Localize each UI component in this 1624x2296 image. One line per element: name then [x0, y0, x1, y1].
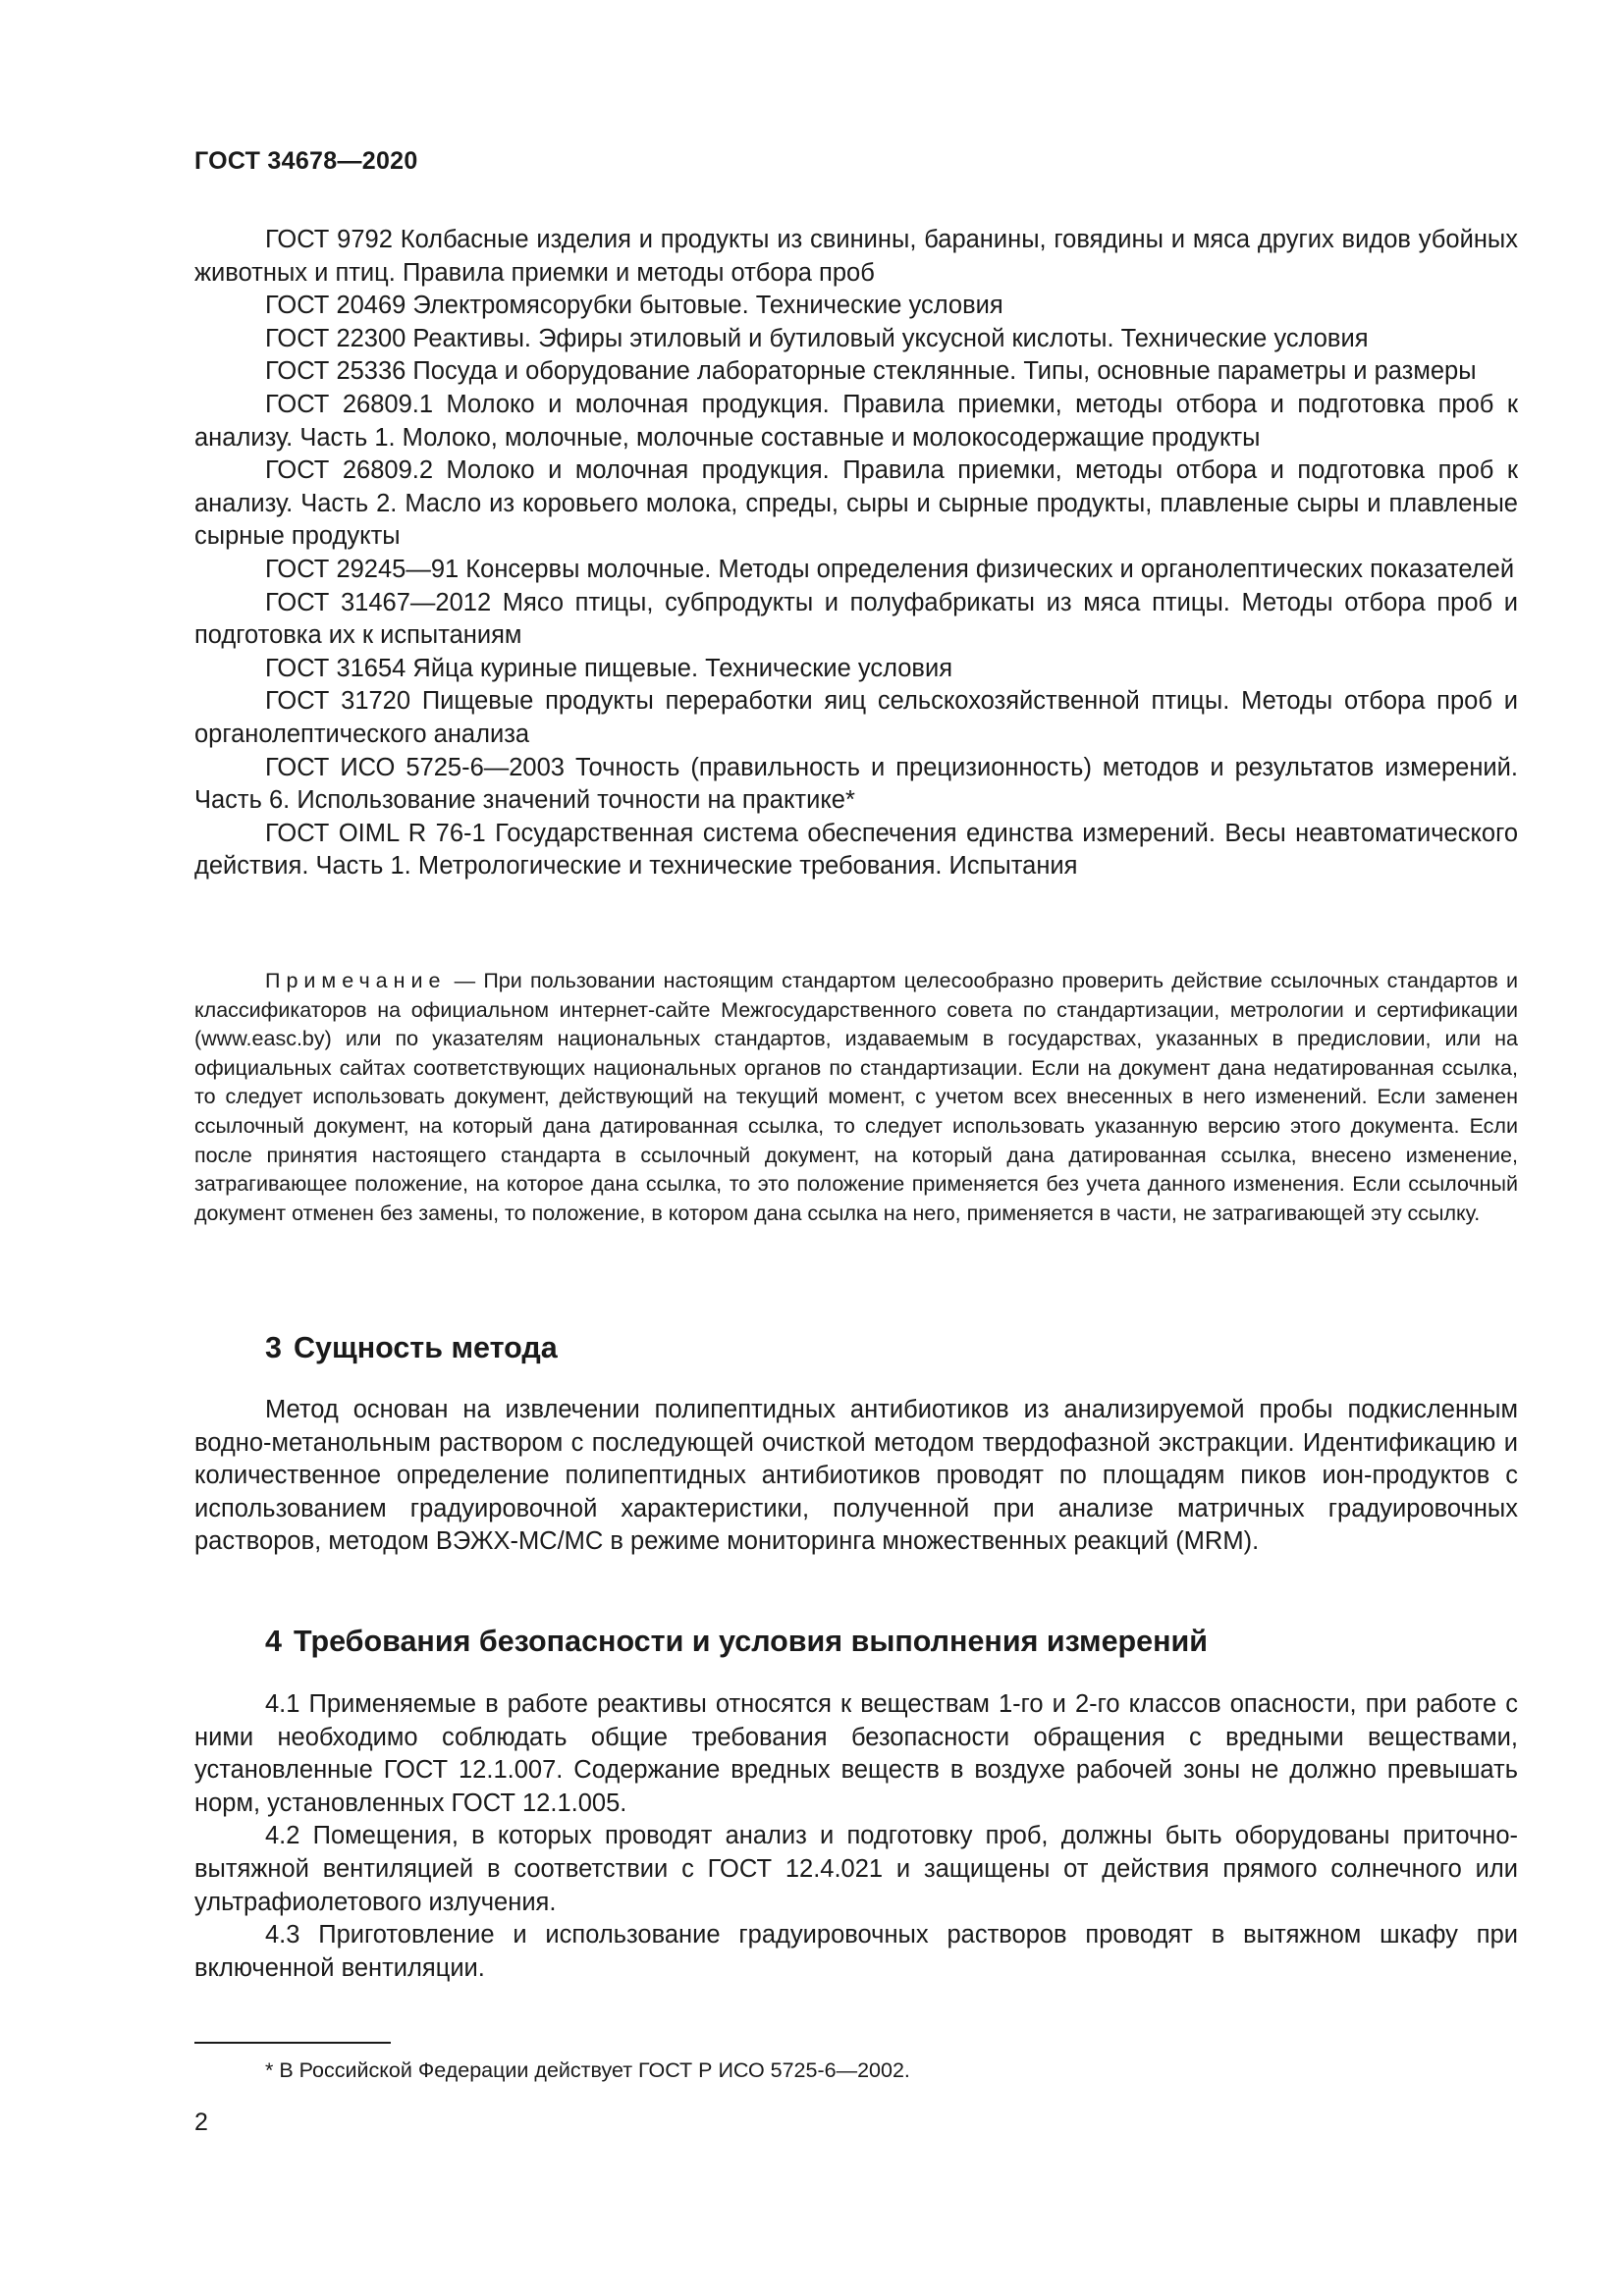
- section-4-body: [194, 1688, 1518, 1985]
- note-block: [194, 967, 1518, 1228]
- normative-references-list: [194, 224, 1518, 883]
- section-paragraph: 4.2 Помещения, в которых проводят анализ и подготовку проб, должны быть оборудованы приточно-вытяжной вентиляцией в соответствии с ГОСТ 12.4.021 и защищены от действия прямого солнечного или ультрафиолетового излучения.: [194, 1822, 1518, 1916]
- reference-item: ГОСТ 31654 Яйца куриные пищевые. Технические условия: [265, 654, 953, 682]
- note-text: — При пользовании настоящим стандартом целесообразно проверить действие ссылочных стандартов и классификаторов на официальном интернет-сайте Межгосударственного совета по стандартизации, метрологии и сертификации (www.easc.by) или по указателям национальных стандартов, издаваемым в государствах, указанных в предисловии, или на официальных сайтах соответствующих национальных органов по стандартизации. Если на документ дана недатированная ссылка, то следует использовать документ, действующий на текущий момент, с учетом всех внесенных в него изменений. Если заменен ссылочный документ, на который дана датированная ссылка, то следует использовать указанную версию этого документа. Если после принятия настоящего стандарта в ссылочный документ, на который дана датированная ссылка, внесено изменение, затрагивающее положение, на которое дана ссылка, то это положение применяется без учета данного изменения. Если ссылочный документ отменен без замены, то положение, в котором дана ссылка на него, применяется в части, не затрагивающей эту ссылку.: [194, 969, 1518, 1225]
- section-paragraph: 4.1 Применяемые в работе реактивы относятся к веществам 1-го и 2-го классов опасности, при работе с ними необходимо соблюдать общие требования безопасности обращения с вредными веществами, установленные ГОСТ 12.1.007. Содержание вредных веществ в воздухе рабочей зоны не должно превышать норм, установленных ГОСТ 12.1.005.: [194, 1690, 1518, 1817]
- reference-item: ГОСТ 31467—2012 Мясо птицы, субпродукты и полуфабрикаты из мяса птицы. Методы отбора проб и подготовка их к испытаниям: [194, 588, 1518, 650]
- reference-item: ГОСТ 22300 Реактивы. Эфиры этиловый и бутиловый уксусной кислоты. Технические условия: [265, 324, 1369, 352]
- note-label: Примечание: [265, 969, 447, 992]
- footnote-divider: [194, 2042, 391, 2044]
- page-number: 2: [194, 2109, 208, 2136]
- document-header: ГОСТ 34678—2020: [194, 147, 418, 175]
- reference-item: ГОСТ OIML R 76-1 Государственная система обеспечения единства измерений. Весы неавтоматического действия. Часть 1. Метрологические и технические требования. Испытания: [194, 819, 1518, 881]
- reference-item: ГОСТ 31720 Пищевые продукты переработки яиц сельскохозяйственной птицы. Методы отбора проб и органолептического анализа: [194, 687, 1518, 748]
- reference-item: ГОСТ 29245—91 Консервы молочные. Методы определения физических и органолептических показателей: [265, 555, 1515, 583]
- section-3-heading: [265, 1331, 558, 1365]
- reference-item: ГОСТ ИСО 5725-6—2003 Точность (правильность и прецизионность) методов и результатов измерений. Часть 6. Использование значений точности на практике*: [194, 753, 1518, 815]
- section-paragraph: 4.3 Приготовление и использование градуировочных растворов проводят в вытяжном шкафу при включенной вентиляции.: [194, 1921, 1518, 1982]
- section-paragraph: Метод основан на извлечении полипептидных антибиотиков из анализируемой пробы подкисленным водно-метанольным раствором с последующей очисткой методом твердофазной экстракции. Идентификацию и количественное определение полипептидных антибиотиков проводят по площадям пиков ион-продуктов с использованием градуировочной характеристики, полученной при анализе матричных градуировочных растворов, методом ВЭЖХ-МС/МС в режиме мониторинга множественных реакций (MRM).: [194, 1396, 1518, 1556]
- reference-item: ГОСТ 20469 Электромясорубки бытовые. Технические условия: [265, 292, 1003, 320]
- section-title: Требования безопасности и условия выполнения измерений: [293, 1625, 1209, 1658]
- note-paragraph: [194, 967, 1518, 1228]
- reference-item: ГОСТ 9792 Колбасные изделия и продукты из свинины, баранины, говядины и мяса других видов убойных животных и птиц. Правила приемки и методы отбора проб: [194, 226, 1518, 287]
- reference-item: ГОСТ 26809.1 Молоко и молочная продукция. Правила приемки, методы отбора и подготовка проб к анализу. Часть 1. Молоко, молочные, молочные составные и молокосодержащие продукты: [194, 390, 1518, 452]
- section-3-body: [194, 1394, 1518, 1559]
- reference-item: ГОСТ 25336 Посуда и оборудование лабораторные стеклянные. Типы, основные параметры и размеры: [265, 357, 1477, 386]
- footnote: * В Российской Федерации действует ГОСТ Р ИСО 5725-6—2002.: [265, 2058, 910, 2082]
- section-number: 4: [265, 1625, 282, 1658]
- section-title: Сущность метода: [293, 1331, 558, 1364]
- section-number: 3: [265, 1331, 282, 1364]
- reference-item: ГОСТ 26809.2 Молоко и молочная продукция. Правила приемки, методы отбора и подготовка проб к анализу. Часть 2. Масло из коровьего молока, спреды, сыры и сырные продукты, плавленые сыры и плавленые сырные продукты: [194, 456, 1518, 551]
- section-4-heading: [265, 1625, 1208, 1659]
